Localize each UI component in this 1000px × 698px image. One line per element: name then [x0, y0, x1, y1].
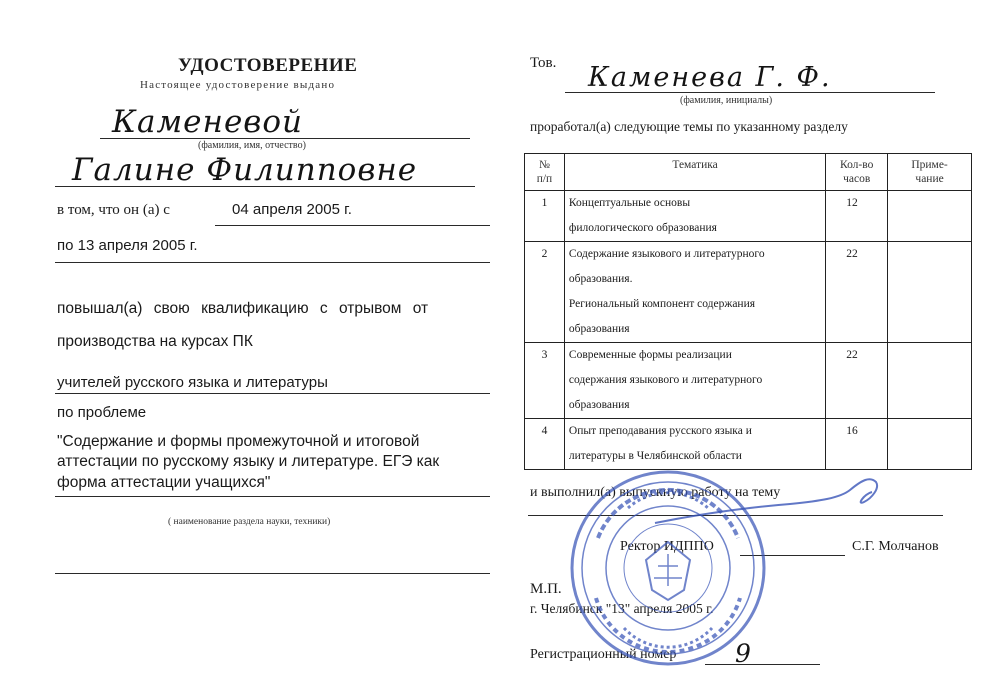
tov-underline: [565, 92, 935, 93]
header-hours: Кол-во часов: [826, 154, 888, 191]
from-underline: [215, 225, 490, 226]
tov-handwritten: Каменева Г. Ф.: [588, 62, 832, 93]
caption-section: ( наименование раздела науки, техники): [168, 517, 331, 527]
row-note: [888, 191, 972, 242]
caption-full-name: (фамилия, имя, отчество): [198, 140, 306, 151]
row-num: 3: [525, 343, 565, 419]
surname-handwritten: Каменевой: [112, 104, 303, 140]
rector-signature-icon: [650, 468, 890, 538]
row-hours: 12: [826, 191, 888, 242]
row-num: 2: [525, 242, 565, 343]
row-num: 4: [525, 419, 565, 470]
firstname-underline: [55, 186, 475, 187]
teachers-line: учителей русского языка и литературы: [57, 374, 328, 391]
row-topic: Концептуальные основы филологического образования: [564, 191, 825, 242]
registration-label: Регистрационный номер: [530, 647, 677, 662]
table-row: [525, 343, 972, 419]
graduation-line: и выполнил(а) выпускную работу на тему: [530, 485, 781, 500]
table-row: [525, 419, 972, 470]
row-topic: Содержание языкового и литературного образования. Региональный компонент содержания образования: [564, 242, 825, 343]
caption-initials: (фамилия, инициалы): [680, 95, 773, 106]
problem-line-3: форма аттестации учащихся": [57, 474, 271, 491]
header-topic: Тематика: [564, 154, 825, 191]
qualification-line-2: производства на курсах ПК: [57, 333, 253, 350]
registration-number: 9: [735, 639, 751, 668]
firstname-handwritten: Галине Филипповне: [72, 152, 418, 188]
from-date: 04 апреля 2005 г.: [232, 201, 352, 218]
header-num: № п/п: [525, 154, 565, 191]
row-note: [888, 343, 972, 419]
row-hours: 22: [826, 343, 888, 419]
worked-line: проработал(а) следующие темы по указанному разделу: [530, 119, 848, 134]
surname-underline: [100, 138, 470, 139]
problem-underline: [55, 496, 490, 497]
qualification-line-1: повышал(а) свою квалификацию с отрывом от: [57, 300, 429, 317]
problem-line-1: "Содержание и формы промежуточной и итоговой: [57, 433, 420, 450]
themes-table: [524, 153, 972, 470]
row-hours: 16: [826, 419, 888, 470]
table-row: [525, 191, 972, 242]
tov-label: Тов.: [530, 55, 557, 71]
table-header-row: [525, 154, 972, 191]
table-row: [525, 242, 972, 343]
rector-label: Ректор ИДППО: [620, 539, 714, 554]
teachers-underline: [55, 393, 490, 394]
problem-line-2: аттестации по русскому языку и литературе. ЕГЭ как: [57, 453, 440, 470]
row-note: [888, 242, 972, 343]
certificate-title: УДОСТОВЕРЕНИЕ: [178, 55, 358, 76]
bottom-underline: [55, 573, 490, 574]
to-date: по 13 апреля 2005 г.: [57, 237, 198, 254]
row-note: [888, 419, 972, 470]
from-label: в том, что он (а) с: [57, 202, 170, 218]
row-hours: 22: [826, 242, 888, 343]
row-topic: Современные формы реализации содержания языкового и литературного образования: [564, 343, 825, 419]
rector-name: С.Г. Молчанов: [852, 539, 939, 554]
header-note: Приме- чание: [888, 154, 972, 191]
problem-label: по проблеме: [57, 404, 147, 421]
to-underline: [55, 262, 490, 263]
row-num: 1: [525, 191, 565, 242]
certificate-subtitle: Настоящее удостоверение выдано: [140, 79, 336, 91]
seal-label: М.П.: [530, 581, 562, 597]
row-topic: Опыт преподавания русского языка и литературы в Челябинской области: [564, 419, 825, 470]
city-date: г. Челябинск "13" апреля 2005 г.: [530, 601, 714, 616]
